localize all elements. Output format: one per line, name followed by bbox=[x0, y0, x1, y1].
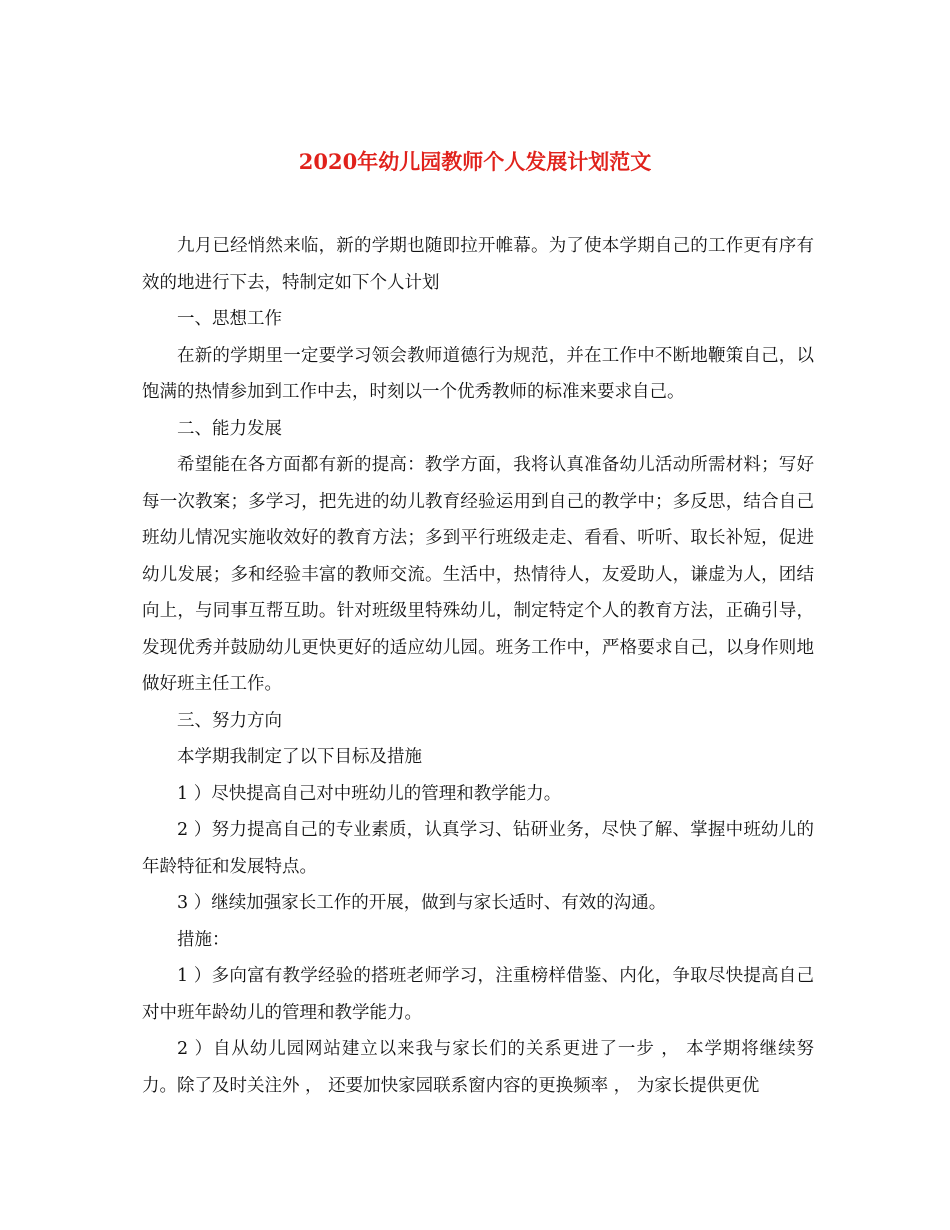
measure-item-2: 2 ）自从幼儿园网站建立以来我与家长们的关系更进了一步 ， 本学期将继续努力。除了及时关注外 ， 还要加快家园联系窗内容的更换频率 ， 为家长提供更优 bbox=[142, 1039, 814, 1096]
section-heading-ability: 二、能力发展 bbox=[177, 418, 282, 439]
goal-item-1: 1 ）尽快提高自己对中班幼儿的管理和教学能力。 bbox=[177, 783, 562, 804]
section-heading-ideology: 一、思想工作 bbox=[177, 309, 282, 329]
measures-heading: 措施： bbox=[177, 929, 230, 950]
document-body bbox=[142, 228, 814, 1104]
intro-paragraph: 九月已经悄然来临，新的学期也随即拉开帷幕。为了使本学期自己的工作更有序有效的地进行下去，特制定如下个人计划 bbox=[142, 236, 814, 293]
goal-item-3: 3 ）继续加强家长工作的开展，做到与家长适时、有效的沟通。 bbox=[177, 893, 667, 913]
goals-intro-paragraph: 本学期我制定了以下目标及措施 bbox=[177, 747, 422, 767]
measure-item-1: 1 ）多向富有教学经验的搭班老师学习，注重榜样借鉴、内化，争取尽快提高自己对中班年龄幼儿的管理和教学能力。 bbox=[142, 966, 814, 1023]
document-title: 2020年幼儿园教师个人发展计划范文 bbox=[298, 149, 652, 174]
goal-item-2: 2 ）努力提高自己的专业素质，认真学习、钻研业务，尽快了解、掌握中班幼儿的年龄特征和发展特点。 bbox=[142, 820, 814, 877]
ability-paragraph: 希望能在各方面都有新的提高：教学方面，我将认真准备幼儿活动所需材料；写好每一次教案；多学习，把先进的幼儿教育经验运用到自己的教学中；多反思，结合自己班幼儿情况实施收效好的教育方法；多到平行班级走走、看看、听听、取长补短，促进幼儿发展；多和经验丰富的教师交流。生活中，热情待人，友爱助人，谦虚为人，团结向上，与同事互帮互助。针对班级里特殊幼儿，制定特定个人的教育方法，正确引导，发现优秀并鼓励幼儿更快更好的适应幼儿园。班务工作中，严格要求自己，以身作则地做好班主任工作。 bbox=[142, 455, 814, 694]
section-heading-direction: 三、努力方向 bbox=[177, 710, 282, 731]
ideology-paragraph: 在新的学期里一定要学习领会教师道德行为规范，并在工作中不断地鞭策自己，以饱满的热情参加到工作中去，时刻以一个优秀教师的标准来要求自己。 bbox=[142, 345, 814, 402]
